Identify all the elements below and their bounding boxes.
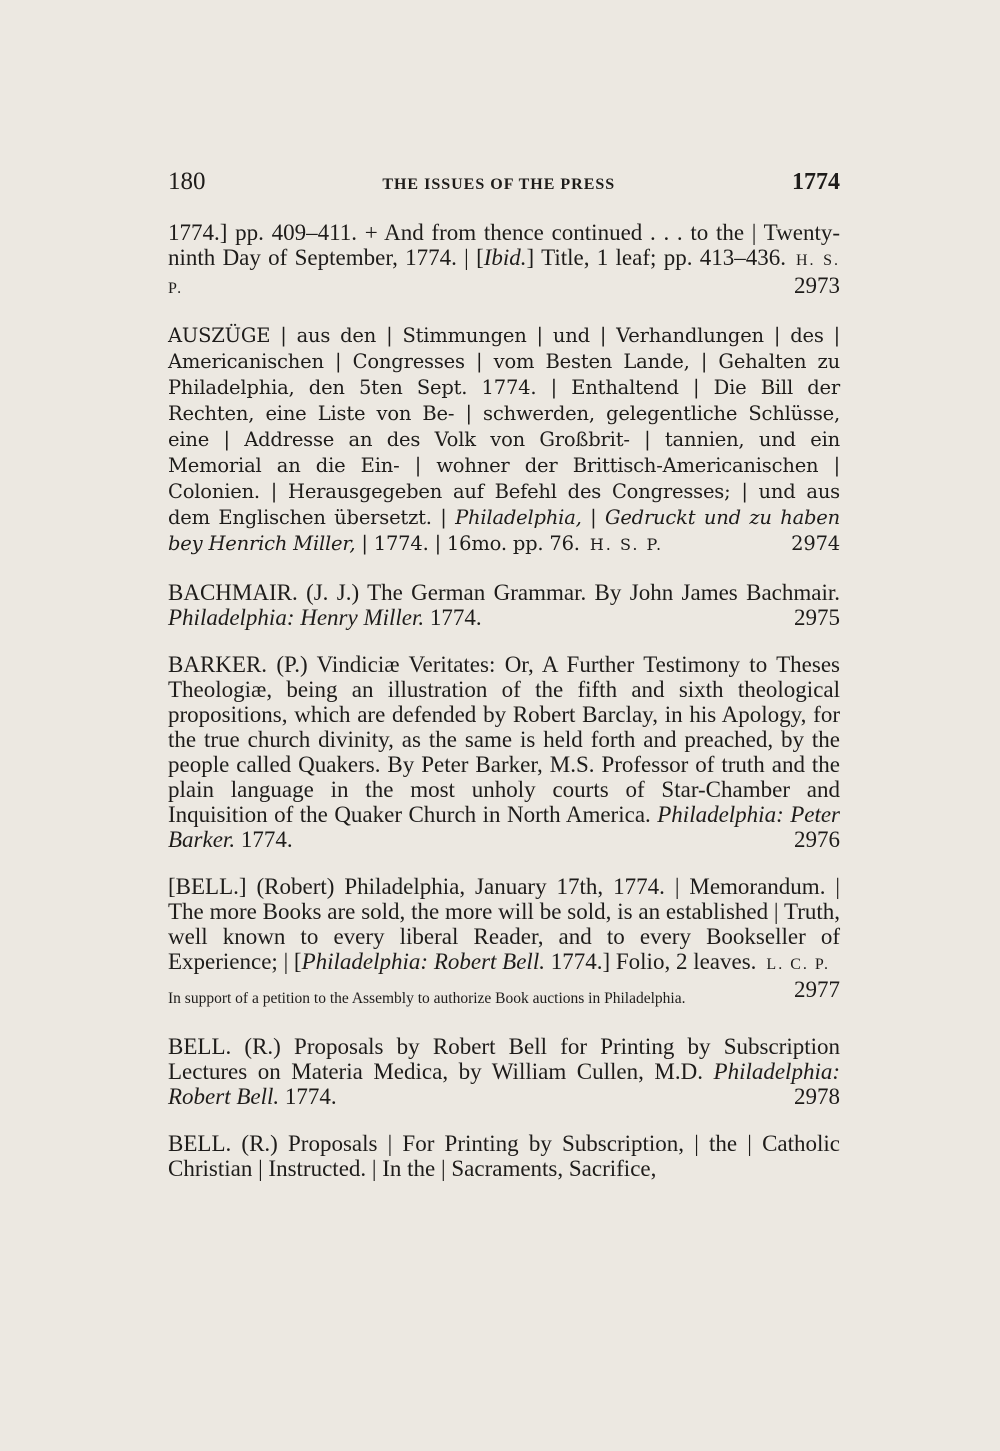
entry-text: 1774. [235,827,293,852]
running-title: THE ISSUES OF THE PRESS [382,176,616,193]
entry-number: 2977 [794,977,840,1002]
entry-text: | 1774. | 16mo. pp. 76. [355,532,580,555]
entry-text: 1774.] pp. 409–411. + And from thence continued . . . to the | Twenty-ninth Day of September, 1774. | [ [168,220,840,270]
entry-text: [BELL.] (Robert) Philadelphia, January 17th, 1774. | Memorandum. | The more Books are sold, the more will be sold, is an established | Truth, well known to every liberal Reader, and to every Bookseller of Experience; | [ [168,874,840,974]
entry-source: H. S. P. [589,535,664,554]
entry-text: BARKER. (P.) Vindiciæ Veritates: Or, A Further Testimony to Theses Theologiæ, being an illustration of the fifth and sixth theological propositions, which are defended by Robert Barclay, in his Apology, for the true church divinity, as the same is held forth and preached, by the people called Quakers. By Peter Barker, M.S. Professor of truth and the plain language in the most unholy courts of Star-Chamber and Inquisition of the Quaker Church in North America. [168,652,840,827]
entry-text: BELL. (R.) Proposals by Robert Bell for Printing by Subscription Lectures on Materia Medica, by William Cullen, M.D. [168,1034,840,1084]
running-header [168,168,840,196]
entry-number: 2978 [794,1084,840,1109]
continued-entry: BELL. (R.) Proposals | For Printing by Subscription, | the | Catholic Christian | Instructed. | In the | Sacraments, Sacrifice, [168,1131,840,1181]
entry-text: 1774. [279,1084,337,1109]
entry-note: In support of a petition to the Assembly to authorize Book auctions in Philadelphia. [168,990,686,1007]
page-number: 180 [168,168,206,195]
entry-source: L. C. P. [766,956,830,973]
bibliography-entry [168,1034,840,1109]
bibliography-entry [168,652,840,852]
entry-imprint: Philadelphia: Robert Bell. [301,949,545,974]
entry-imprint: Philadelphia: Peter Barker. [168,802,840,852]
entry-text: AUSZÜGE | aus den | Stimmungen | und | Verhandlungen | des | Americanischen | Congresses | vom Besten Lande, | Gehalten zu Philadelphia, den 5ten Sept. 1774. | Enthaltend | Die Bill der Rechten, eine Liste von Be- | schwerden, gelegentliche Schlüsse, eine | Addresse an des Volk von Großbrit- | tannien, und ein Memorial an die Ein- | wohner der Brittisch-Americanischen | Colonien. | Herausgegeben auf Befehl des Congresses; | und aus dem Englischen übersetzt. | [168,324,840,529]
entry-number: 2976 [794,827,840,852]
entry-imprint: Philadelphia: Robert Bell. [168,1059,840,1109]
entry-imprint: Philadelphia: Henry Miller. [168,605,425,630]
entry-imprint: Philadelphia, | Gedruckt und zu haben bey Henrich Miller, [168,506,840,555]
entry-source: H. S. P. [168,252,840,297]
bibliography-entry [168,220,840,301]
entry-number: 2975 [794,605,840,630]
entry-imprint: Ibid. [483,245,527,270]
entry-number: 2974 [791,532,840,555]
header-year: 1774 [791,169,840,195]
bibliography-entry [168,323,840,558]
entry-text: ] Title, 1 leaf; pp. 413–436. [526,245,786,270]
entry-text: 1774.] Folio, 2 leaves. [544,949,757,974]
entry-text: 1774. [424,605,482,630]
page-body [168,220,840,1181]
entry-text: BACHMAIR. (J. J.) The German Grammar. By John James Bachmair. [168,580,840,605]
bibliography-entry [168,580,840,630]
entry-number: 2973 [794,273,840,298]
